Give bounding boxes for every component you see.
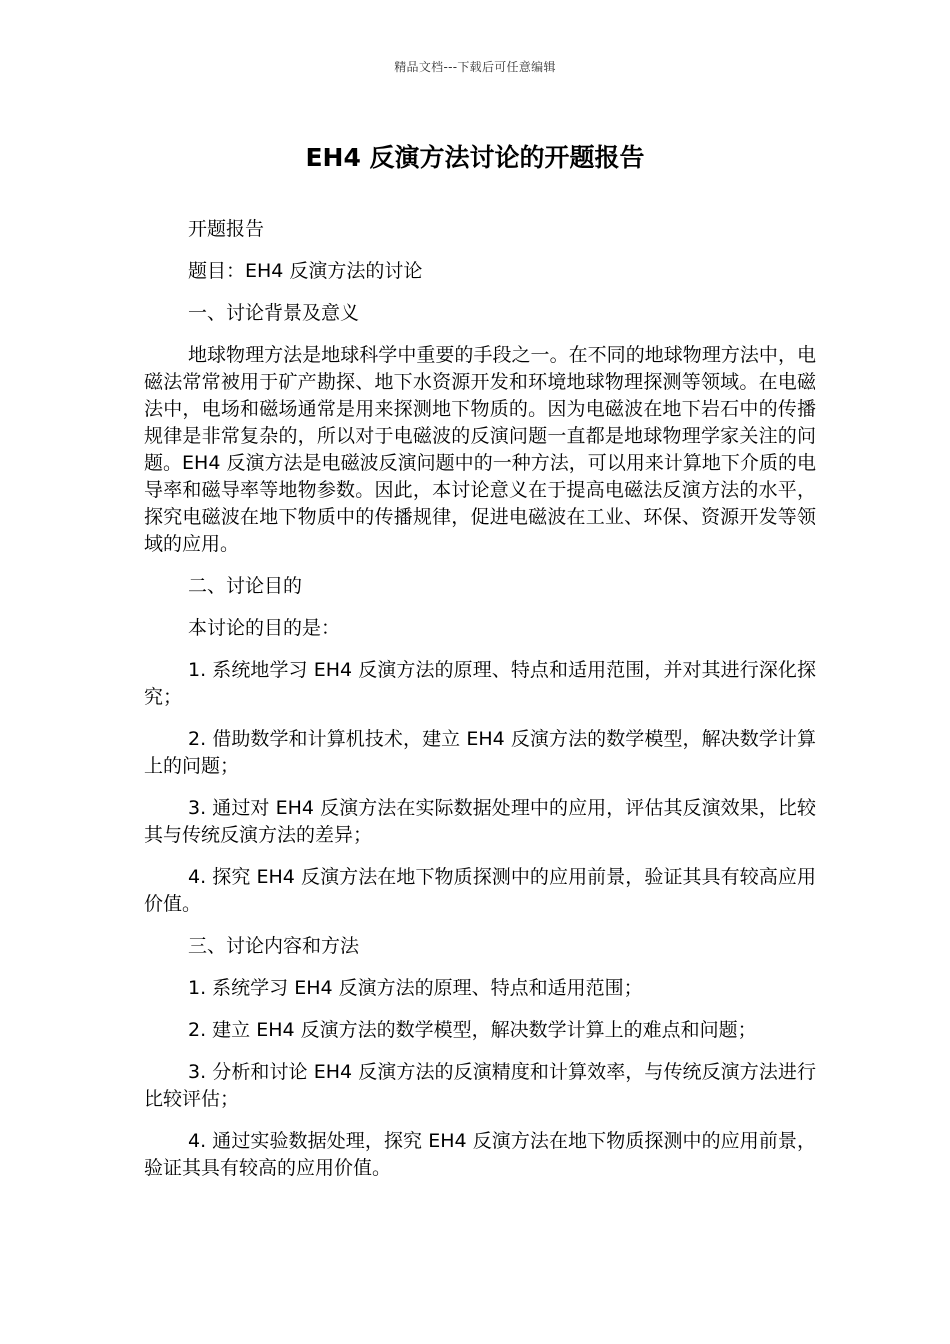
list-item-purpose-3: 3. 通过对 EH4 反演方法在实际数据处理中的应用，评估其反演效果，比较其与传统反演方法的差异； bbox=[144, 797, 816, 846]
list-item-method-4: 4. 通过实验数据处理，探究 EH4 反演方法在地下物质探测中的应用前景，验证其具有较高的应用价值。 bbox=[144, 1130, 816, 1179]
paragraph-topic: 题目：EH4 反演方法的讨论 bbox=[188, 260, 423, 282]
section-heading-purpose: 二、讨论目的 bbox=[188, 575, 303, 597]
list-item-method-3: 3. 分析和讨论 EH4 反演方法的反演精度和计算效率，与传统反演方法进行比较评估； bbox=[144, 1061, 816, 1110]
section-heading-background: 一、讨论背景及意义 bbox=[188, 302, 360, 324]
paragraph-report-label: 开题报告 bbox=[188, 218, 265, 240]
list-item-method-2: 2. 建立 EH4 反演方法的数学模型，解决数学计算上的难点和问题； bbox=[188, 1019, 757, 1041]
section-heading-content-methods: 三、讨论内容和方法 bbox=[188, 935, 360, 957]
list-item-purpose-4: 4. 探究 EH4 反演方法在地下物质探测中的应用前景，验证其具有较高应用价值。 bbox=[144, 866, 816, 915]
document-body bbox=[144, 216, 816, 1197]
paragraph-purpose-intro: 本讨论的目的是： bbox=[188, 617, 341, 639]
paragraph-background: 地球物理方法是地球科学中重要的手段之一。在不同的地球物理方法中，电磁法常常被用于矿产勘探、地下水资源开发和环境地球物理探测等领域。在电磁法中，电场和磁场通常是用来探测地下物质的。因为电磁波在地下岩石中的传播规律是非常复杂的，所以对于电磁波的反演问题一直都是地球物理学家关注的问题。EH4 反演方法是电磁波反演问题中的一种方法，可以用来计算地下介质的电导率和磁导率等地物参数。因此，本讨论意义在于提高电磁法反演方法的水平，探究电磁波在地下物质中的传播规律，促进电磁波在工业、环保、资源开发等领域的应用。 bbox=[144, 344, 816, 555]
list-item-purpose-1: 1. 系统地学习 EH4 反演方法的原理、特点和适用范围，并对其进行深化探究； bbox=[144, 659, 816, 708]
list-item-method-1: 1. 系统学习 EH4 反演方法的原理、特点和适用范围； bbox=[188, 977, 643, 999]
list-item-purpose-2: 2. 借助数学和计算机技术，建立 EH4 反演方法的数学模型，解决数学计算上的问题； bbox=[144, 728, 816, 777]
document-title: EH4 反演方法讨论的开题报告 bbox=[305, 143, 645, 172]
header-note: 精品文档---下载后可任意编辑 bbox=[394, 60, 556, 74]
